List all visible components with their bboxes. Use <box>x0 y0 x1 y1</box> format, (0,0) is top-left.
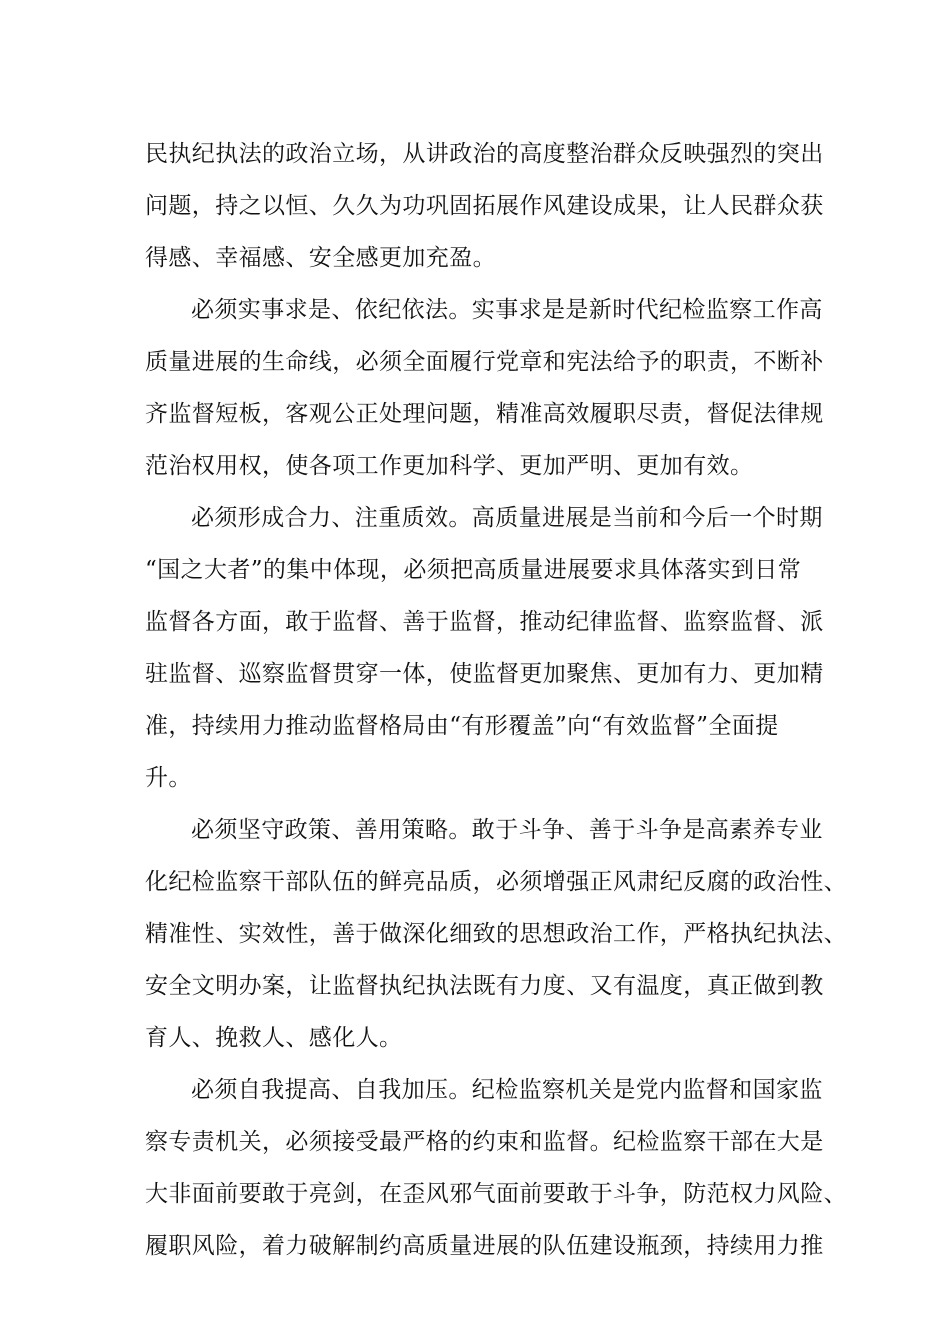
paragraph-start-line: 必须坚守政策、善用策略。敢于斗争、善于斗争是高素养专业 <box>191 817 823 843</box>
text-line: 准，持续用力推动监督格局由“有形覆盖”向“有效监督”全面提 <box>145 713 779 739</box>
paragraph-start-line: 必须自我提高、自我加压。纪检监察机关是党内监督和国家监 <box>191 1077 823 1103</box>
text-line: 监督各方面，敢于监督、善于监督，推动纪律监督、监察监督、派 <box>145 609 824 635</box>
text-line: 问题，持之以恒、久久为功巩固拓展作风建设成果，让人民群众获 <box>145 193 824 219</box>
text-line: 察专责机关，必须接受最严格的约束和监督。纪检监察干部在大是 <box>145 1129 824 1155</box>
text-line: 质量进展的生命线，必须全面履行党章和宪法给予的职责，不断补 <box>145 349 824 375</box>
text-line: 安全文明办案，让监督执纪执法既有力度、又有温度，真正做到教 <box>145 973 824 999</box>
paragraph-start-line: 必须实事求是、依纪依法。实事求是是新时代纪检监察工作高 <box>191 297 823 323</box>
text-line: “国之大者”的集中体现，必须把高质量进展要求具体落实到日常 <box>145 557 802 583</box>
text-line: 民执纪执法的政治立场，从讲政治的高度整治群众反映强烈的突出 <box>145 141 824 167</box>
text-line: 升。 <box>145 765 192 791</box>
text-line: 驻监督、巡察监督贯穿一体，使监督更加聚焦、更加有力、更加精 <box>145 661 824 687</box>
text-line: 齐监督短板，客观公正处理问题，精准高效履职尽责，督促法律规 <box>145 401 824 427</box>
text-line: 精准性、实效性，善于做深化细致的思想政治工作，严格执纪执法、 <box>145 921 847 947</box>
body-text <box>145 128 847 1272</box>
text-line: 育人、挽救人、感化人。 <box>145 1025 403 1051</box>
text-line: 范治权用权，使各项工作更加科学、更加严明、更加有效。 <box>145 453 754 479</box>
text-line: 得感、幸福感、安全感更加充盈。 <box>145 245 496 271</box>
paragraph-start-line: 必须形成合力、注重质效。高质量进展是当前和今后一个时期 <box>191 505 823 531</box>
text-line: 化纪检监察干部队伍的鲜亮品质，必须增强正风肃纪反腐的政治性、 <box>145 869 847 895</box>
text-line: 履职风险，着力破解制约高质量进展的队伍建设瓶颈，持续用力推 <box>145 1233 824 1259</box>
text-line: 大非面前要敢于亮剑，在歪风邪气面前要敢于斗争，防范权力风险、 <box>145 1181 847 1207</box>
